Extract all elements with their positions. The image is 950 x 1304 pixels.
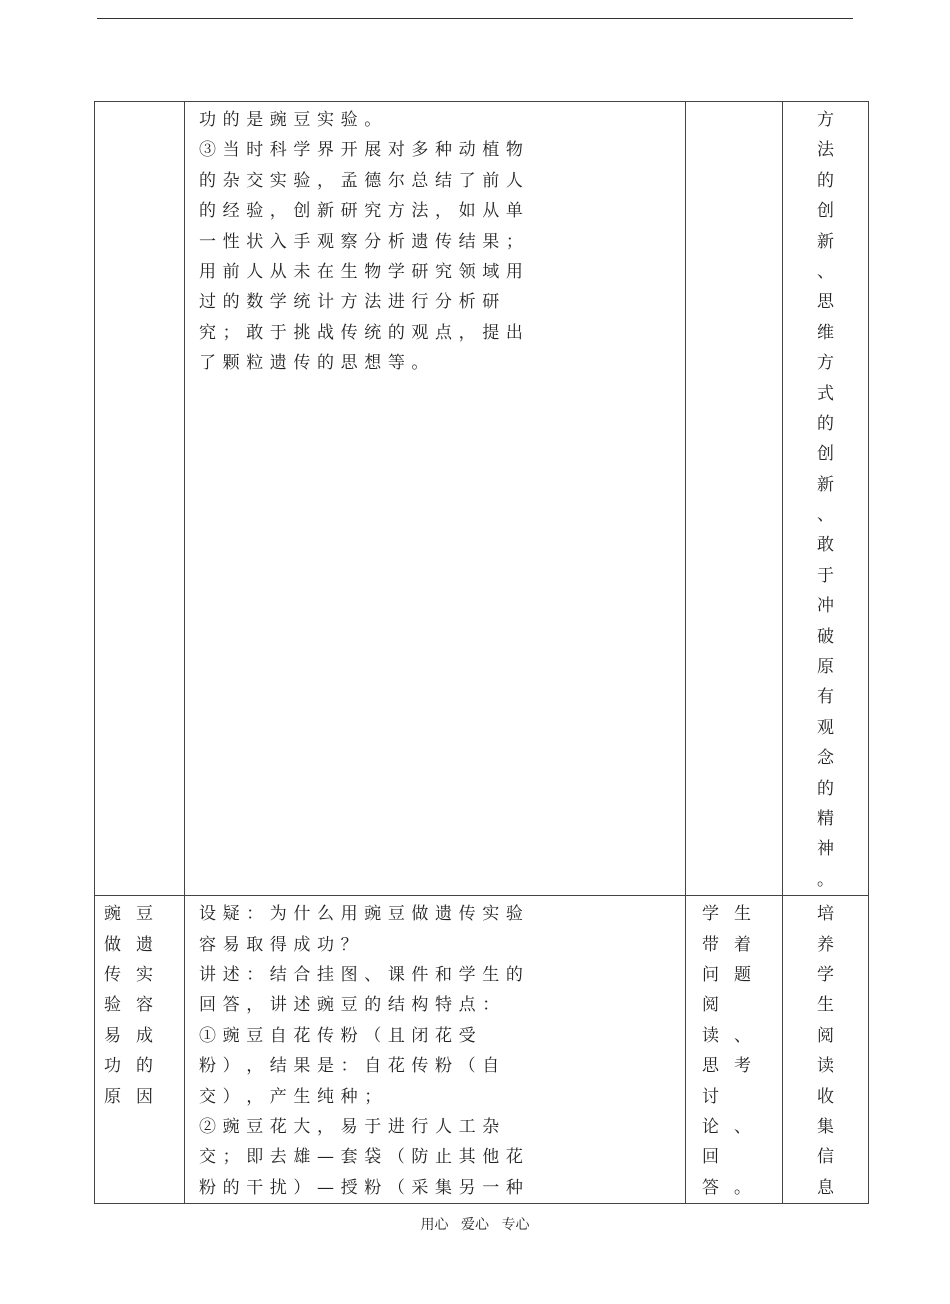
goal-char: 收 <box>817 1086 834 1107</box>
topic-char: 功 <box>104 1056 121 1077</box>
table-row <box>95 102 869 896</box>
student-activity-cell <box>686 102 783 896</box>
goal-char: 念 <box>817 748 834 769</box>
student-char: 答 <box>702 1177 719 1198</box>
student-char: 问 <box>702 964 719 985</box>
goal-char: 学 <box>817 964 834 985</box>
goal-char: 的 <box>817 413 834 434</box>
goal-char: 敢 <box>817 535 834 556</box>
student-char <box>734 990 766 1020</box>
goal-char: 神 <box>817 839 834 860</box>
text-line: 粉 的 干 扰 ） — 授 粉 （ 采 集 另 一 种 <box>199 1177 524 1198</box>
text-line: ① 豌 豆 自 花 传 粉 （ 且 闭 花 受 <box>199 1025 477 1046</box>
text-line: 过 的 数 学 统 计 方 法 进 行 分 析 研 <box>199 292 500 313</box>
topic-char: 成 <box>136 1025 153 1046</box>
topic-char: 容 <box>136 995 153 1016</box>
goal-char: 式 <box>817 383 834 404</box>
topic-text <box>95 896 184 1112</box>
text-line: 一 性 状 入 手 观 察 分 析 遗 传 结 果 ； <box>199 231 524 252</box>
goal-char: 方 <box>817 110 834 130</box>
student-char: 读 <box>702 1025 719 1046</box>
text-line: 设 疑 ： 为 什 么 用 豌 豆 做 遗 传 实 验 <box>199 904 524 925</box>
content-cell <box>185 896 686 1204</box>
student-activity-cell <box>686 896 783 1204</box>
goal-char: 、 <box>817 505 834 526</box>
goal-char: 冲 <box>817 596 834 617</box>
text-line: 了 颗 粒 遗 传 的 思 想 等 。 <box>199 353 430 374</box>
text-line: 用 前 人 从 未 在 生 物 学 研 究 领 域 用 <box>199 261 524 282</box>
topic-char: 的 <box>136 1056 153 1077</box>
goal-char: 集 <box>817 1116 834 1137</box>
topic-cell <box>95 102 185 896</box>
goal-char: 生 <box>817 995 834 1016</box>
student-char: 讨 <box>702 1086 719 1107</box>
goal-text <box>814 899 838 1203</box>
goal-char: 精 <box>817 808 834 829</box>
text-line: 功 的 是 豌 豆 实 验 。 <box>199 110 382 130</box>
goal-text <box>814 105 838 895</box>
student-activity-text <box>686 896 782 1203</box>
student-char: 学 <box>702 904 719 925</box>
topic-char: 验 <box>104 995 121 1016</box>
goal-char: 原 <box>817 657 834 678</box>
student-char: 阅 <box>702 995 719 1016</box>
goal-char: 读 <box>817 1056 834 1077</box>
goal-char: 的 <box>817 778 834 799</box>
topic-char: 豌 <box>104 904 121 925</box>
topic-char: 原 <box>104 1086 121 1107</box>
student-char: 考 <box>734 1056 751 1077</box>
student-char: 、 <box>734 1116 751 1137</box>
goal-char: 有 <box>817 687 834 708</box>
footer-item: 专心 <box>501 1217 530 1233</box>
topic-char: 传 <box>104 964 121 985</box>
student-char: 回 <box>702 1147 719 1168</box>
text-line: 交 ） ， 产 生 纯 种 ； <box>199 1086 382 1107</box>
student-char: 思 <box>702 1056 719 1077</box>
text-line: ② 豌 豆 花 大 ， 易 于 进 行 人 工 杂 <box>199 1116 500 1137</box>
goal-cell <box>783 102 869 896</box>
student-char <box>734 1142 766 1172</box>
table-row <box>95 896 869 1204</box>
goal-char: 维 <box>817 322 834 343</box>
text-line: 容 易 取 得 成 功 ？ <box>199 934 359 955</box>
text-line: 粉 ） ， 结 果 是 ： 自 花 传 粉 （ 自 <box>199 1056 500 1077</box>
page-footer <box>0 1214 950 1234</box>
student-char: 生 <box>734 904 751 925</box>
text-line: 讲 述 ： 结 合 挂 图 、 课 件 和 学 生 的 <box>199 964 524 985</box>
goal-char: 培 <box>817 904 834 925</box>
text-line: 的 杂 交 实 验 ， 孟 德 尔 总 结 了 前 人 <box>199 170 524 191</box>
text-line: 交 ； 即 去 雄 — 套 袋 （ 防 止 其 他 花 <box>199 1147 524 1168</box>
text-line: 的 经 验 ， 创 新 研 究 方 法 ， 如 从 单 <box>199 201 524 222</box>
content-lines <box>185 102 685 379</box>
content-cell <box>185 102 686 896</box>
goal-char: 思 <box>817 292 834 313</box>
goal-char: 的 <box>817 170 834 191</box>
goal-char: 创 <box>817 201 834 222</box>
student-char: 题 <box>734 964 751 985</box>
content-lines <box>185 896 685 1203</box>
topic-char: 遗 <box>136 934 153 955</box>
goal-char: 破 <box>817 626 834 647</box>
goal-char: 新 <box>817 474 834 495</box>
goal-char: 于 <box>817 565 834 586</box>
student-char: 着 <box>734 934 751 955</box>
text-line: ③ 当 时 科 学 界 开 展 对 多 种 动 植 物 <box>199 140 524 161</box>
student-char: 论 <box>702 1116 719 1137</box>
topic-char: 实 <box>136 964 153 985</box>
goal-char: 养 <box>817 934 834 955</box>
text-line: 回 答 ， 讲 述 豌 豆 的 结 构 特 点 ： <box>199 995 500 1016</box>
goal-char: 、 <box>817 261 834 282</box>
student-char: 带 <box>702 934 719 955</box>
topic-char: 豆 <box>136 904 153 925</box>
text-line: 究 ； 敢 于 挑 战 传 统 的 观 点 ， 提 出 <box>199 322 524 343</box>
student-char: 、 <box>734 1025 751 1046</box>
goal-char: 信 <box>817 1147 834 1168</box>
goal-char: 创 <box>817 444 834 465</box>
goal-char: 新 <box>817 231 834 252</box>
goal-char: 观 <box>817 717 834 738</box>
student-char <box>734 1082 766 1112</box>
footer-item: 爱心 <box>461 1217 489 1233</box>
goal-char: 息 <box>817 1177 834 1198</box>
topic-char: 因 <box>136 1086 153 1107</box>
goal-char: 。 <box>817 869 834 890</box>
lesson-table <box>94 101 869 1204</box>
footer-item: 用心 <box>420 1217 449 1233</box>
topic-cell <box>95 896 185 1204</box>
goal-cell <box>783 896 869 1204</box>
student-char: 。 <box>734 1177 751 1198</box>
topic-char: 做 <box>104 934 121 955</box>
goal-char: 法 <box>817 140 834 161</box>
goal-char: 方 <box>817 353 834 374</box>
goal-char: 阅 <box>817 1025 834 1046</box>
header-rule <box>97 18 853 19</box>
topic-char: 易 <box>104 1025 121 1046</box>
